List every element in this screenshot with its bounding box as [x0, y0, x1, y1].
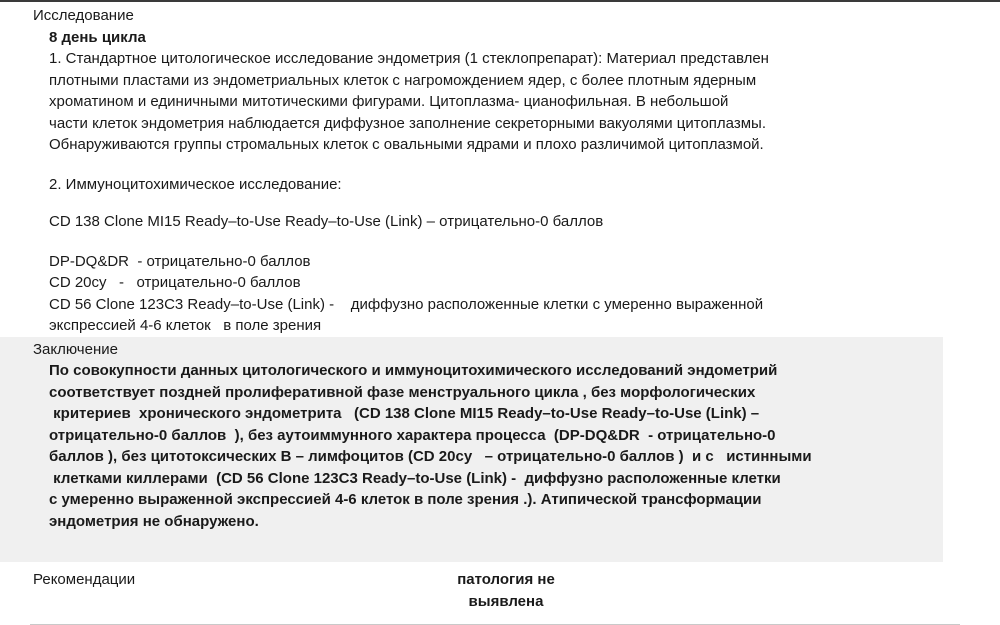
- conclusion-line: отрицательно-0 баллов ), без аутоиммунного характера процесса (DP-DQ&DR - отрицательно-0: [49, 426, 776, 444]
- cytology-line: плотными пластами из эндометриальных клеток с нагромождением ядер, с более плотным ядерным: [49, 71, 757, 89]
- cycle-day-heading: 8 день цикла: [49, 28, 146, 46]
- recommendations-row: [0, 569, 1000, 612]
- immunocytochemistry-title: 2. Иммуноцитохимическое исследование:: [49, 175, 342, 193]
- conclusion-block: [0, 337, 943, 563]
- conclusion-line: эндометрия не обнаружено.: [49, 512, 259, 530]
- marker-cd56-line2: экспрессией 4-6 клеток в поле зрения: [49, 317, 322, 334]
- cytology-line: части клеток эндометрия наблюдается диффузное заполнение секреторными вакуолями цитоплазмы.: [49, 114, 766, 132]
- recommendations-value: патология не выявлена: [457, 571, 555, 610]
- marker-cd56-line1: CD 56 Clone 123C3 Ready–to-Use (Link) - диффузно расположенные клетки с умеренно выраженной: [49, 295, 764, 313]
- marker-dp-dq-dr: DP-DQ&DR - отрицательно-0 баллов: [49, 252, 311, 270]
- cytology-line: хроматином и единичными митотическими фигурами. Цитоплазма- цианофильная. В небольшой: [49, 93, 729, 110]
- conclusion-line: клетками киллерами (CD 56 Clone 123C3 Ready–to-Use (Link) - диффузно расположенные клетки: [49, 469, 781, 487]
- marker-cd138: CD 138 Clone MI15 Ready–to-Use Ready–to-Use (Link) – отрицательно-0 баллов: [49, 213, 604, 230]
- research-section-label: Исследование: [33, 7, 134, 24]
- conclusion-line: соответствует поздней пролиферативной фазе менструального цикла , без морфологических: [49, 383, 756, 401]
- recommendations-section-label: Рекомендации: [33, 571, 136, 588]
- conclusion-line: критериев хронического эндометрита (CD 138 Clone MI15 Ready–to-Use Ready–to-Use (Link) –: [49, 405, 760, 422]
- conclusion-section-label: Заключение: [33, 340, 118, 358]
- cytology-paragraph: [0, 48, 1000, 156]
- marker-cd20cy: CD 20cy - отрицательно-0 баллов: [49, 274, 301, 291]
- conclusion-line: баллов ), без цитотоксических В – лимфоцитов (CD 20cy – отрицательно-0 баллов ) и с истинными: [49, 448, 812, 465]
- conclusion-line: с умеренно выраженной экспрессией 4-6 клеток в поле зрения .). Атипической трансформации: [49, 491, 762, 508]
- cytology-line: Обнаруживаются группы стромальных клеток с овальными ядрами и плохо различимой цитоплазмой.: [49, 136, 764, 153]
- cytology-line: 1. Стандартное цитологическое исследование эндометрия (1 стеклопрепарат): Материал представлен: [49, 50, 769, 67]
- conclusion-line: По совокупности данных цитологического и иммуноцитохимического исследований эндометрий: [49, 362, 778, 379]
